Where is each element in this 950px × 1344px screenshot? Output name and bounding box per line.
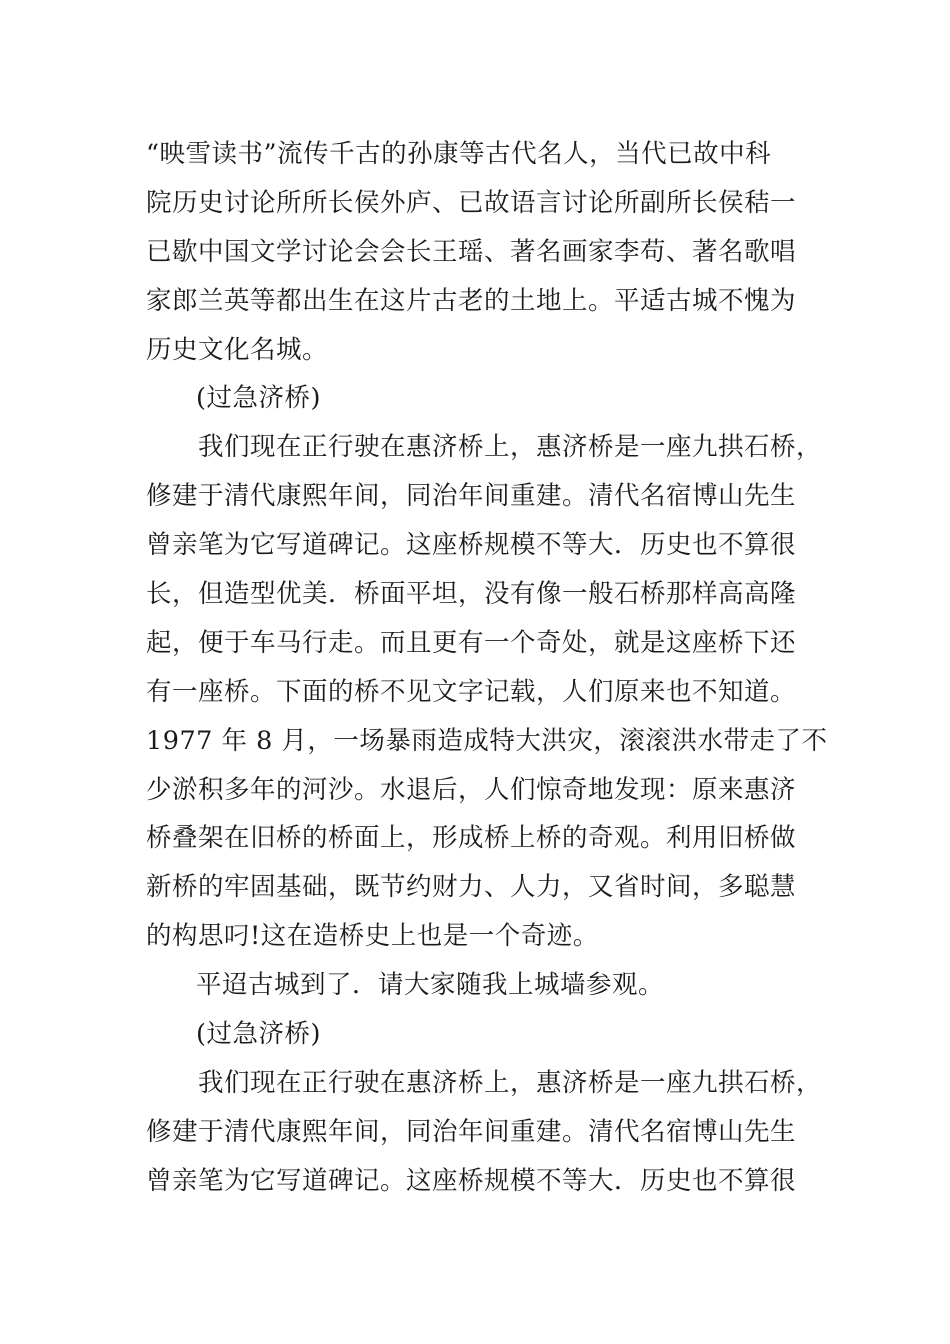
text-line: 新桥的牢固基础，既节约财力、人力，又省时间，多聪慧	[146, 872, 797, 903]
text-line: 有一座桥。下面的桥不见文字记载，人们原来也不知道。	[146, 676, 797, 707]
text-line: 修建于清代康熙年间，同治年间重建。清代名宿博山先生	[146, 1116, 797, 1147]
paragraph-start-line: 平迢古城到了．请大家随我上城墙参观。	[196, 970, 665, 1001]
paragraph-start-line: 我们现在正行驶在惠济桥上，惠济桥是一座九拱石桥，	[198, 432, 823, 463]
text-line: 曾亲笔为它写道碑记。这座桥规模不等大．历史也不算很	[146, 530, 797, 561]
text-line: “映雪读书”流传千古的孙康等古代名人，当代已故中科	[146, 139, 772, 169]
text-line: 院历史讨论所所长侯外庐、已故语言讨论所副所长侯秸一	[146, 187, 797, 218]
text-line: 1977 年 8 月，一场暴雨造成特大洪灾，滚滚洪水带走了不	[146, 725, 828, 756]
text-line: 历史文化名城。	[146, 334, 329, 365]
text-line: 的构思叼!这在造桥史上也是一个奇迹。	[146, 921, 599, 952]
text-line: 起，便于车马行走。而且更有一个奇处，就是这座桥下还	[146, 627, 797, 658]
text-line: 长，但造型优美．桥面平坦，没有像一般石桥那样高高隆	[146, 579, 797, 610]
paragraph-start-line: 我们现在正行驶在惠济桥上，惠济桥是一座九拱石桥，	[198, 1067, 823, 1098]
text-line: 家郎兰英等都出生在这片古老的土地上。平适古城不愧为	[146, 285, 797, 316]
text-line: 修建于清代康熙年间，同治年间重建。清代名宿博山先生	[146, 481, 797, 512]
text-line: 已歇中国文学讨论会会长王瑶、著名画家李苟、著名歌唱	[146, 236, 797, 267]
text-line: 曾亲笔为它写道碑记。这座桥规模不等大．历史也不算很	[146, 1165, 797, 1196]
text-line: 少淤积多年的河沙。水退后，人们惊奇地发现：原来惠济	[146, 774, 797, 805]
section-heading: (过急济桥)	[196, 383, 321, 414]
section-heading: (过急济桥)	[196, 1019, 321, 1050]
document-body	[146, 130, 836, 1206]
text-line: 桥叠架在旧桥的桥面上，形成桥上桥的奇观。利用旧桥做	[146, 823, 797, 854]
